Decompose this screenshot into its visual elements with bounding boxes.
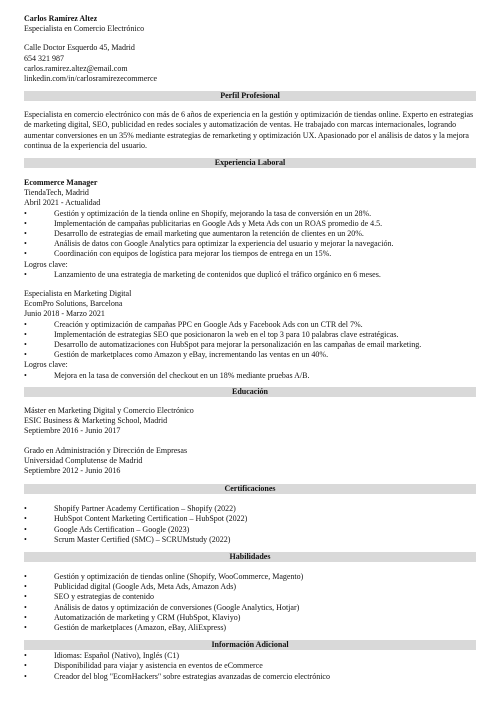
- bullet-icon: •: [24, 504, 27, 514]
- list-item: • HubSpot Content Marketing Certification – HubSpot (2022): [24, 514, 248, 524]
- achievement-list: [24, 270, 476, 280]
- school: Universidad Complutense de Madrid: [24, 455, 143, 465]
- job-task-list: [24, 320, 476, 361]
- bullet-icon: •: [24, 534, 27, 544]
- education-dates: Septiembre 2016 - Junio 2017: [24, 426, 121, 436]
- bullet-icon: •: [24, 671, 27, 681]
- education-dates: Septiembre 2012 - Junio 2016: [24, 465, 121, 475]
- list-item: • Google Ads Certification – Google (2023): [24, 524, 190, 534]
- bullet-icon: •: [24, 524, 27, 534]
- bullet-icon: •: [24, 661, 27, 671]
- list-item: • Creación y optimización de campañas PPC en Google Ads y Facebook Ads con un CTR del 7%.: [24, 319, 363, 329]
- bullet-icon: •: [24, 319, 27, 329]
- job-entry: [24, 289, 476, 381]
- list-item: • Disponibilidad para viajar y asistencia en eventos de eCommerce: [24, 661, 263, 671]
- bullet-icon: •: [24, 514, 27, 524]
- list-item: • Shopify Partner Academy Certification – Shopify (2022): [24, 504, 236, 514]
- education-entry: [24, 446, 476, 477]
- contact-block: [24, 14, 476, 84]
- job-company: TiendaTech, Madrid: [24, 188, 89, 198]
- bullet-icon: •: [24, 651, 27, 661]
- profile-summary: Especialista en comercio electrónico con más de 6 años de experiencia en la gestión y optimización de tiendas online. Experto en estrategias de marketing digital, SEO, publicidad en redes sociales y automatización de ventas. He trabajado con marcas internacionales, logrando aumentar conversiones en un 35% mediante estrategias de remarketing y optimización UX. Apasionado por el análisis de datos y la mejora continua de la experiencia del usuario.: [24, 110, 474, 150]
- candidate-name: Carlos Ramírez Altez: [24, 14, 98, 23]
- bullet-icon: •: [24, 622, 27, 632]
- bullet-icon: •: [24, 340, 27, 350]
- list-item: • Creador del blog "EcomHackers" sobre estrategias avanzadas de comercio electrónico: [24, 671, 330, 681]
- section-heading-skills: Habilidades: [24, 552, 476, 562]
- degree: Grado en Administración y Dirección de Empresas: [24, 445, 188, 455]
- address: Calle Doctor Esquerdo 45, Madrid: [24, 43, 135, 53]
- section-heading-profile: Perfil Profesional: [24, 91, 476, 101]
- bullet-icon: •: [24, 571, 27, 581]
- bullet-icon: •: [24, 370, 27, 380]
- school: ESIC Business & Marketing School, Madrid: [24, 416, 168, 426]
- achievements-label: Logros clave:: [24, 259, 68, 269]
- job-company: EcomPro Solutions, Barcelona: [24, 299, 123, 309]
- list-item: • SEO y estrategias de contenido: [24, 592, 154, 602]
- job-dates: Abril 2021 - Actualidad: [24, 198, 101, 208]
- list-item: • Lanzamiento de una estrategia de marketing de contenidos que duplicó el tráfico orgánico en 6 meses.: [24, 269, 381, 279]
- bullet-icon: •: [24, 249, 27, 259]
- job-role: Ecommerce Manager: [24, 178, 98, 188]
- list-item: • Idiomas: Español (Nativo), Inglés (C1): [24, 651, 180, 661]
- list-item: • Gestión de marketplaces como Amazon y eBay, incrementando las ventas en un 40%.: [24, 350, 329, 360]
- list-item: • Gestión de marketplaces (Amazon, eBay, AliExpress): [24, 622, 227, 632]
- list-item: • Análisis de datos con Google Analytics para optimizar la experiencia del usuario y mejorar la navegación.: [24, 239, 394, 249]
- list-item: • Análisis de datos y optimización de conversiones (Google Analytics, Hotjar): [24, 602, 300, 612]
- list-item: • Implementación de estrategias SEO que posicionaron la web en el top 3 para 10 palabras clave estratégicas.: [24, 329, 399, 339]
- section-heading-additional: Información Adicional: [24, 640, 476, 650]
- phone: 654 321 987: [24, 53, 64, 63]
- section-heading-education: Educación: [24, 387, 476, 397]
- achievements-label: Logros clave:: [24, 360, 68, 370]
- linkedin: linkedin.com/in/carlosramirezecommerce: [24, 74, 158, 84]
- additional-info-list: [24, 651, 476, 682]
- list-item: • Gestión y optimización de tiendas online (Shopify, WooCommerce, Magento): [24, 571, 304, 581]
- bullet-icon: •: [24, 592, 27, 602]
- job-task-list: [24, 209, 476, 260]
- list-item: • Scrum Master Certified (SMC) – SCRUMstudy (2022): [24, 534, 231, 544]
- bullet-icon: •: [24, 239, 27, 249]
- section-heading-experience: Experiencia Laboral: [24, 158, 476, 168]
- skills-list: [24, 572, 476, 633]
- job-dates: Junio 2018 - Marzo 2021: [24, 309, 105, 319]
- list-item: • Automatización de marketing y CRM (HubSpot, Klaviyo): [24, 612, 241, 622]
- bullet-icon: •: [24, 229, 27, 239]
- bullet-icon: •: [24, 350, 27, 360]
- bullet-icon: •: [24, 602, 27, 612]
- list-item: • Gestión y optimización de la tienda online en Shopify, mejorando la tasa de conversión en un 28%.: [24, 208, 372, 218]
- bullet-icon: •: [24, 269, 27, 279]
- bullet-icon: •: [24, 582, 27, 592]
- bullet-icon: •: [24, 208, 27, 218]
- list-item: • Desarrollo de automatizaciones con HubSpot para mejorar la personalización en las campañas de email marketing.: [24, 340, 422, 350]
- list-item: • Coordinación con equipos de logística para mejorar los tiempos de entrega en un 15%.: [24, 249, 332, 259]
- bullet-icon: •: [24, 218, 27, 228]
- bullet-icon: •: [24, 329, 27, 339]
- certification-list: [24, 504, 476, 545]
- list-item: • Mejora en la tasa de conversión del checkout en un 18% mediante pruebas A/B.: [24, 370, 310, 380]
- email: carlos.ramirez.altez@email.com: [24, 63, 128, 73]
- job-entry: [24, 178, 476, 280]
- achievement-list: [24, 371, 476, 381]
- degree: Máster en Marketing Digital y Comercio Electrónico: [24, 405, 194, 415]
- section-heading-certifications: Certificaciones: [24, 484, 476, 494]
- list-item: • Desarrollo de estrategias de email marketing que aumentaron la retención de clientes en un 20%.: [24, 229, 364, 239]
- job-role: Especialista en Marketing Digital: [24, 289, 132, 299]
- list-item: • Publicidad digital (Google Ads, Meta Ads, Amazon Ads): [24, 582, 236, 592]
- education-entry: [24, 406, 476, 437]
- candidate-title: Especialista en Comercio Electrónico: [24, 24, 145, 34]
- list-item: • Implementación de campañas publicitarias en Google Ads y Meta Ads con un ROAS promedio de 4.5.: [24, 218, 383, 228]
- bullet-icon: •: [24, 612, 27, 622]
